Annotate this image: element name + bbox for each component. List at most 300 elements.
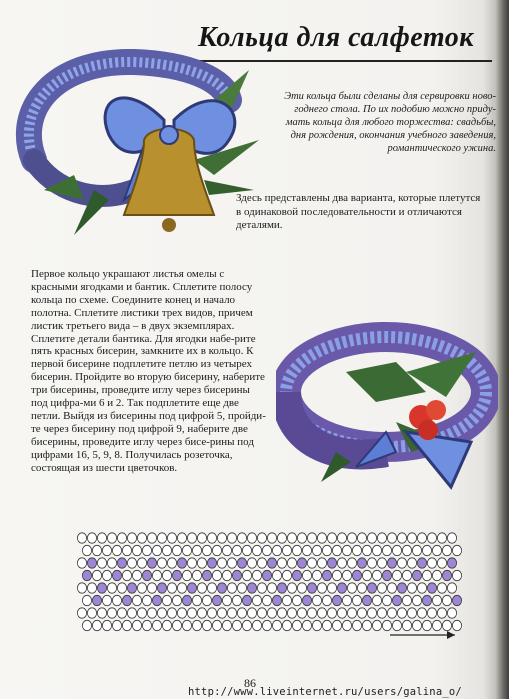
bead: [157, 558, 166, 568]
bead: [142, 620, 151, 630]
bead: [252, 620, 261, 630]
bead: [452, 545, 461, 555]
bead: [382, 595, 391, 605]
bead: [352, 595, 361, 605]
bead: [317, 583, 326, 593]
bead: [277, 533, 286, 543]
bead: [322, 620, 331, 630]
bead: [227, 533, 236, 543]
bead: [202, 570, 211, 580]
bead: [362, 595, 371, 605]
bead: [392, 570, 401, 580]
bead: [77, 583, 86, 593]
bead: [392, 595, 401, 605]
bead: [342, 570, 351, 580]
bead: [337, 533, 346, 543]
bead: [212, 595, 221, 605]
bead: [82, 620, 91, 630]
bead: [232, 570, 241, 580]
bead: [117, 533, 126, 543]
bead: [302, 620, 311, 630]
bead: [172, 595, 181, 605]
bead: [402, 545, 411, 555]
bead: [412, 570, 421, 580]
bead: [87, 608, 96, 618]
bead: [267, 558, 276, 568]
bead: [382, 620, 391, 630]
bead: [277, 608, 286, 618]
bead: [312, 570, 321, 580]
bead: [372, 545, 381, 555]
bead: [392, 620, 401, 630]
bead: [337, 608, 346, 618]
bead: [97, 533, 106, 543]
bead: [212, 620, 221, 630]
bead: [337, 583, 346, 593]
bead: [387, 583, 396, 593]
bead: [377, 608, 386, 618]
bead: [222, 620, 231, 630]
bead: [332, 595, 341, 605]
intro-paragraph: Эти кольца были сделаны для сервировки ново-годнего стола. По их подобию можно приду-мать кольца для любого торжества: свадьбы, дня рождения, окончания учебного заведения, романтического ужина.: [284, 91, 496, 154]
bead: [282, 570, 291, 580]
bead: [427, 608, 436, 618]
bead: [452, 595, 461, 605]
bead: [232, 595, 241, 605]
bead: [317, 558, 326, 568]
instructions-paragraph-1: Первое кольцо украшают листья омелы с красными ягодками и бантик. Сплетите полосу кольца по схеме. Соедините конец и начало полотна. Сплетите листики трех видов, причем листик третьего вида – в двух экземплярах.: [31, 268, 253, 332]
napkin-ring-bell-photo: [14, 40, 274, 255]
bead: [127, 608, 136, 618]
bead: [357, 558, 366, 568]
bead: [297, 583, 306, 593]
bead: [282, 620, 291, 630]
bead: [407, 558, 416, 568]
bead: [97, 608, 106, 618]
bead: [377, 533, 386, 543]
bead: [407, 533, 416, 543]
bead: [372, 595, 381, 605]
bead: [147, 608, 156, 618]
bead: [172, 545, 181, 555]
instructions-paragraph-2: Сплетите детали бантика. Для ягодки набе-рите пять красных бисерин, замкните их в кольцо. К первой бисерине подплетите петлю из четырех бисерин. Пройдите во вторую бисерину, наберите три бисерины, проведите иглу через бисерины под цифра-ми 6 и 2. Так подплетите еще две петли. Выйдя из бисерины под цифрой 5, пройди-те через бисерину под цифрой 9, наберите две бисерины, проведите иглу через бисе-рины под цифрами 16, 5, 9, 8. Получилась розеточка, состоящая из шести цветочков.: [31, 332, 266, 474]
bead: [152, 595, 161, 605]
bead: [112, 595, 121, 605]
bead: [117, 583, 126, 593]
bead: [112, 545, 121, 555]
bead: [197, 558, 206, 568]
bead: [182, 570, 191, 580]
bead: [342, 595, 351, 605]
bead: [402, 570, 411, 580]
bead: [187, 558, 196, 568]
bead: [352, 545, 361, 555]
bead: [287, 558, 296, 568]
bead: [237, 558, 246, 568]
bead: [172, 570, 181, 580]
bead: [157, 533, 166, 543]
bead: [102, 570, 111, 580]
bead: [252, 545, 261, 555]
bead: [257, 533, 266, 543]
bead: [432, 620, 441, 630]
bead: [312, 620, 321, 630]
bead: [192, 620, 201, 630]
bead: [372, 620, 381, 630]
bead: [357, 608, 366, 618]
bead: [257, 583, 266, 593]
bead: [157, 608, 166, 618]
bead: [427, 533, 436, 543]
bead: [277, 558, 286, 568]
bead: [297, 558, 306, 568]
bead: [367, 533, 376, 543]
bead: [307, 608, 316, 618]
bead: [192, 570, 201, 580]
bead: [107, 533, 116, 543]
bead: [132, 570, 141, 580]
bead: [362, 620, 371, 630]
bead: [377, 583, 386, 593]
bead: [117, 608, 126, 618]
bead: [137, 608, 146, 618]
bead: [277, 583, 286, 593]
bead: [327, 583, 336, 593]
bead: [82, 545, 91, 555]
bead: [167, 583, 176, 593]
bead: [162, 545, 171, 555]
bead: [197, 608, 206, 618]
bead: [417, 608, 426, 618]
bead: [287, 533, 296, 543]
bead: [382, 570, 391, 580]
bead: [237, 533, 246, 543]
bead: [422, 595, 431, 605]
bead: [447, 608, 456, 618]
bead: [177, 583, 186, 593]
bead: [77, 533, 86, 543]
bead: [437, 608, 446, 618]
bead: [147, 533, 156, 543]
bead: [87, 583, 96, 593]
bead: [447, 583, 456, 593]
bead: [267, 583, 276, 593]
bead: [262, 545, 271, 555]
bead: [147, 583, 156, 593]
bead: [327, 558, 336, 568]
bead: [257, 608, 266, 618]
bead: [312, 545, 321, 555]
bead: [162, 570, 171, 580]
bead: [307, 533, 316, 543]
bead: [282, 545, 291, 555]
bead: [222, 570, 231, 580]
bead: [167, 533, 176, 543]
bead: [117, 558, 126, 568]
bead: [247, 558, 256, 568]
bead: [317, 608, 326, 618]
bead: [247, 608, 256, 618]
bead: [297, 533, 306, 543]
bead: [367, 558, 376, 568]
bead: [307, 583, 316, 593]
bead: [442, 595, 451, 605]
bead: [332, 545, 341, 555]
bead: [322, 595, 331, 605]
bead: [107, 558, 116, 568]
bead: [347, 583, 356, 593]
bead: [122, 570, 131, 580]
bead: [282, 595, 291, 605]
variants-note: Здесь представлены два варианта, которые плетутся в одинаковой последовательности и отличаются деталями.: [236, 192, 481, 231]
bead: [417, 558, 426, 568]
bead: [232, 545, 241, 555]
bead: [77, 558, 86, 568]
bead: [292, 570, 301, 580]
bead: [442, 570, 451, 580]
bead: [92, 545, 101, 555]
bead: [417, 533, 426, 543]
bead: [372, 570, 381, 580]
bead: [397, 608, 406, 618]
bead: [267, 533, 276, 543]
bead: [437, 583, 446, 593]
bead: [407, 608, 416, 618]
bead: [127, 533, 136, 543]
bead: [367, 583, 376, 593]
bead: [347, 533, 356, 543]
bead: [112, 620, 121, 630]
bead: [262, 570, 271, 580]
bead: [347, 608, 356, 618]
bead: [217, 533, 226, 543]
bead: [427, 558, 436, 568]
bead: [152, 570, 161, 580]
bead: [252, 570, 261, 580]
bead: [162, 595, 171, 605]
bead: [192, 545, 201, 555]
bead: [92, 620, 101, 630]
bead: [232, 620, 241, 630]
bead: [322, 570, 331, 580]
bead: [292, 620, 301, 630]
bead: [307, 558, 316, 568]
bead: [242, 620, 251, 630]
bead: [422, 620, 431, 630]
bead: [442, 545, 451, 555]
bead: [182, 595, 191, 605]
bead: [207, 608, 216, 618]
bead: [317, 533, 326, 543]
bead: [287, 583, 296, 593]
bead: [207, 533, 216, 543]
bead: [362, 545, 371, 555]
bead: [412, 595, 421, 605]
bead: [272, 595, 281, 605]
bead: [172, 620, 181, 630]
bead: [342, 545, 351, 555]
bead: [202, 595, 211, 605]
bead: [327, 533, 336, 543]
bead: [437, 533, 446, 543]
bead: [352, 570, 361, 580]
bead: [252, 595, 261, 605]
bead: [142, 570, 151, 580]
bead: [152, 620, 161, 630]
bead: [387, 558, 396, 568]
bead: [227, 583, 236, 593]
bead: [202, 620, 211, 630]
bead: [272, 570, 281, 580]
bead: [212, 545, 221, 555]
bead: [322, 545, 331, 555]
bead: [217, 608, 226, 618]
bead: [442, 620, 451, 630]
bead: [387, 533, 396, 543]
bead: [187, 533, 196, 543]
bead: [197, 533, 206, 543]
bead: [207, 558, 216, 568]
bead: [452, 570, 461, 580]
bead: [312, 595, 321, 605]
page-title: Кольца для салфеток: [198, 22, 474, 53]
bead: [132, 620, 141, 630]
bead: [242, 545, 251, 555]
bead: [422, 570, 431, 580]
bead: [237, 608, 246, 618]
bead: [137, 583, 146, 593]
bead: [272, 545, 281, 555]
bead: [122, 545, 131, 555]
bead-pattern-schema: [70, 528, 462, 640]
bead: [157, 583, 166, 593]
bead: [357, 533, 366, 543]
bead: [242, 570, 251, 580]
bead: [432, 570, 441, 580]
bead: [262, 595, 271, 605]
bead: [272, 620, 281, 630]
bead: [192, 595, 201, 605]
bead: [102, 595, 111, 605]
bead: [87, 558, 96, 568]
bead: [182, 545, 191, 555]
bead: [102, 620, 111, 630]
bead: [92, 570, 101, 580]
bead: [267, 608, 276, 618]
bead: [82, 570, 91, 580]
bead: [107, 583, 116, 593]
bead: [137, 558, 146, 568]
bead: [347, 558, 356, 568]
bead: [187, 608, 196, 618]
bead: [427, 583, 436, 593]
bead: [422, 545, 431, 555]
bead: [102, 545, 111, 555]
bead: [302, 570, 311, 580]
bead: [352, 620, 361, 630]
bead: [97, 583, 106, 593]
bead: [412, 620, 421, 630]
bead: [367, 608, 376, 618]
bead: [262, 620, 271, 630]
bead: [182, 620, 191, 630]
bead: [222, 545, 231, 555]
bead: [417, 583, 426, 593]
bead: [177, 558, 186, 568]
bead: [357, 583, 366, 593]
bead: [397, 583, 406, 593]
bead: [107, 608, 116, 618]
bead: [402, 595, 411, 605]
bead: [147, 558, 156, 568]
bead: [227, 608, 236, 618]
bead: [222, 595, 231, 605]
direction-arrow-head: [447, 631, 455, 639]
bead: [387, 608, 396, 618]
bead: [447, 533, 456, 543]
bead: [247, 583, 256, 593]
bead: [382, 545, 391, 555]
bead: [342, 620, 351, 630]
bead: [122, 595, 131, 605]
bead: [97, 558, 106, 568]
bead: [397, 558, 406, 568]
instructions-text: [31, 268, 269, 475]
bead: [332, 620, 341, 630]
bead: [377, 558, 386, 568]
bead: [207, 583, 216, 593]
bead: [432, 595, 441, 605]
bead: [302, 595, 311, 605]
bead: [127, 583, 136, 593]
bead: [87, 533, 96, 543]
bead: [337, 558, 346, 568]
bead: [177, 533, 186, 543]
bead: [142, 545, 151, 555]
bead: [327, 608, 336, 618]
bead: [217, 583, 226, 593]
bead: [197, 583, 206, 593]
bead: [212, 570, 221, 580]
page-number: 86: [244, 676, 256, 690]
bead: [257, 558, 266, 568]
bead: [152, 545, 161, 555]
bead: [132, 545, 141, 555]
bead: [362, 570, 371, 580]
bead: [452, 620, 461, 630]
bead: [202, 545, 211, 555]
bead: [187, 583, 196, 593]
napkin-ring-berries-photo: [276, 302, 498, 512]
bead: [292, 545, 301, 555]
bead: [407, 583, 416, 593]
bead: [287, 608, 296, 618]
bead: [397, 533, 406, 543]
bead: [242, 595, 251, 605]
bead: [137, 533, 146, 543]
bead: [297, 608, 306, 618]
bead: [392, 545, 401, 555]
source-watermark: http://www.liveinternet.ru/users/galina_o/: [188, 686, 462, 698]
bead: [402, 620, 411, 630]
bead: [437, 558, 446, 568]
bead: [237, 583, 246, 593]
bead: [177, 608, 186, 618]
bead: [247, 533, 256, 543]
bead: [82, 595, 91, 605]
bead: [412, 545, 421, 555]
bead: [227, 558, 236, 568]
